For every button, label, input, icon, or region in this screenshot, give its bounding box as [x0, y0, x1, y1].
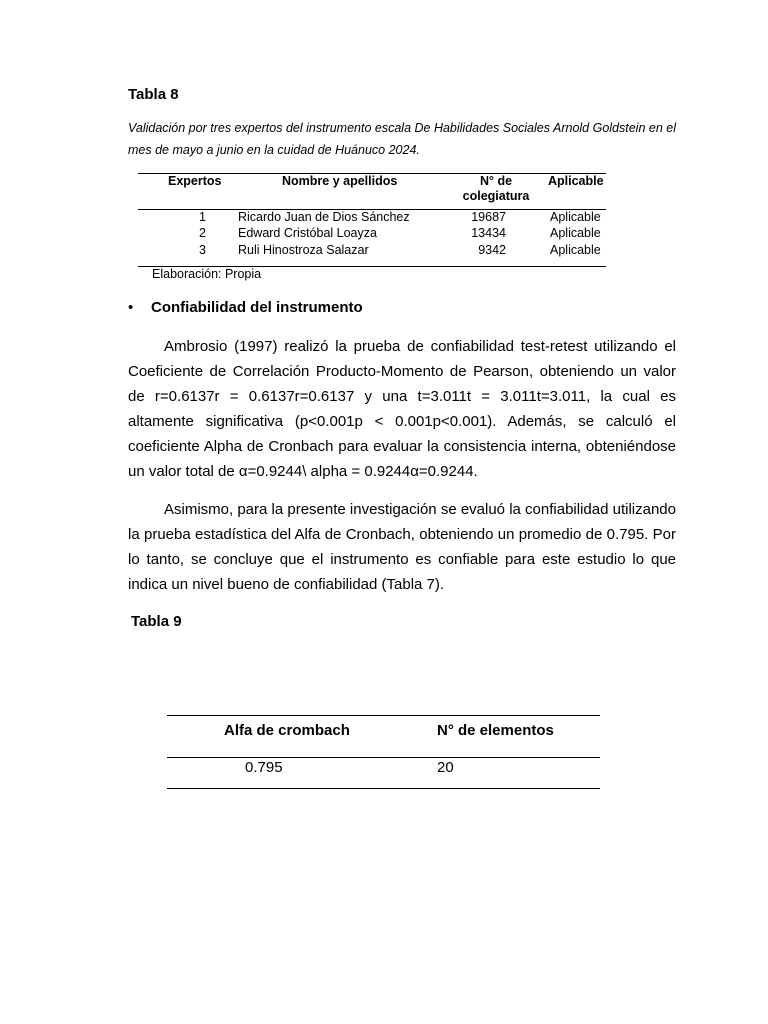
row-number: 3 [199, 243, 206, 257]
header-colegiatura-line2: colegiatura [462, 189, 530, 203]
tabla-8-caption: Validación por tres expertos del instrumento escala De Habilidades Sociales Arnold Goldstein en el mes de mayo a junio en la cuidad de Huánuco 2024. [128, 121, 676, 157]
tabla-9-top-rule [167, 715, 600, 716]
row-number: 2 [199, 226, 206, 240]
cell-elementos-value: 20 [437, 759, 454, 776]
cell-alfa-value: 0.795 [245, 759, 283, 776]
header-colegiatura-line1: N° de [479, 174, 513, 188]
row-name: Ricardo Juan de Dios Sánchez [238, 210, 410, 224]
row-number: 1 [199, 210, 206, 224]
row-aplicable: Aplicable [550, 210, 601, 224]
tabla-8-title: Tabla 8 [128, 86, 179, 103]
row-colegiatura: 19687 [471, 210, 506, 224]
tabla-9-title: Tabla 9 [131, 613, 182, 630]
row-name: Ruli Hinostroza Salazar [238, 243, 369, 257]
bullet-icon: • [128, 299, 134, 316]
paragraph-asimismo: Asimismo, para la presente investigación se evaluó la confiabilidad utilizando la prueba estadística del Alfa de Cronbach, obteniendo un promedio de 0.795. Por lo tanto, se concluye que el instrumento es confiable para este estudio lo que indica un nivel bueno de confiabilidad (Tabla 7). [128, 501, 676, 593]
header-expertos: Expertos [168, 174, 222, 188]
header-colegiatura [456, 174, 536, 204]
paragraph-ambrosio: Ambrosio (1997) realizó la prueba de confiabilidad test-retest utilizando el Coeficiente de Correlación Producto-Momento de Pearson, obteniendo un valor de r=0.6137r = 0.6137r=0.6137 y una t=3.011t = 3.011t=3.011, la cual es altamente significativa (p<0.001p < 0.001p<0.001). Además, se calculó el coeficiente Alpha de Cronbach para evaluar la consistencia interna, obteniéndose un valor total de α=0.9244\ alpha = 0.9244α=0.9244. [128, 338, 676, 480]
row-aplicable: Aplicable [550, 243, 601, 257]
tabla-9-bottom-rule [167, 788, 600, 789]
row-colegiatura: 9342 [478, 243, 506, 257]
row-name: Edward Cristóbal Loayza [238, 226, 377, 240]
row-aplicable: Aplicable [550, 226, 601, 240]
header-alfa-crombach: Alfa de crombach [224, 722, 350, 739]
tabla-8-note: Elaboración: Propia [152, 267, 262, 281]
header-aplicable: Aplicable [548, 174, 604, 188]
header-numero-elementos: N° de elementos [437, 722, 554, 739]
header-nombre-apellidos: Nombre y apellidos [282, 174, 398, 188]
row-colegiatura: 13434 [471, 226, 506, 240]
section-heading-text: Confiabilidad del instrumento [151, 299, 363, 316]
tabla-9-header-rule [167, 757, 600, 758]
